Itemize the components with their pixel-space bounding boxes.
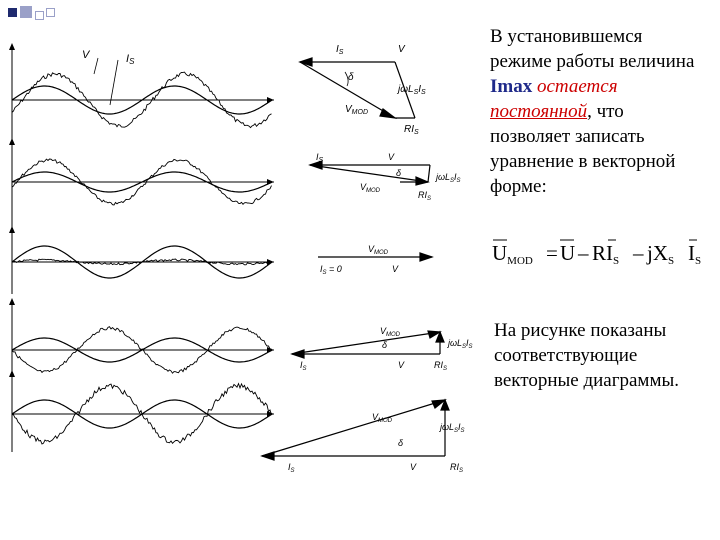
paragraph1-imax: Imax xyxy=(490,76,533,97)
waveform-plots xyxy=(9,43,274,452)
wave-axis-arrow xyxy=(267,259,274,265)
diag4-is: $I_S$ xyxy=(300,360,307,372)
wave-label-v: V xyxy=(82,49,90,61)
diag5-v: V xyxy=(410,462,417,472)
diag4-delta: δ xyxy=(382,340,388,350)
paragraph-vector-diagrams: На рисунке показаны соответствующие векторные диаграммы. xyxy=(494,320,679,391)
wave-axis-arrow xyxy=(9,298,15,305)
eq-ris: RIS xyxy=(592,241,620,267)
diag2-v: V xyxy=(388,152,395,162)
diag3-v: V xyxy=(392,264,399,274)
diag1-is: $I_S$ xyxy=(336,44,344,56)
diag5-vmod: $V_{MOD}$ xyxy=(372,412,393,424)
diag2-is: $I_S$ xyxy=(316,152,324,164)
paragraph1-ostaetsya: остается xyxy=(536,76,618,97)
diag2-vmod: $V_{MOD}$ xyxy=(360,182,381,194)
vector-equation xyxy=(492,232,712,272)
vector-diagram-4 xyxy=(292,331,444,358)
diag1-vmod: $V_{MOD}$ xyxy=(345,104,369,116)
diag3-vmod: $V_{MOD}$ xyxy=(368,244,389,256)
paragraph1-postoyannoy: постоянной xyxy=(490,101,588,122)
diag4-vmod: $V_{MOD}$ xyxy=(380,326,401,338)
diag2-jwl: $j\omega L_SI_S$ xyxy=(436,172,461,184)
diag3-is: $I_S = 0$ xyxy=(320,264,342,276)
wave-axis-arrow xyxy=(9,138,15,145)
eq-u: U xyxy=(560,241,576,265)
diag1-ri: $RI_S$ xyxy=(404,124,419,136)
paragraph-steady-state xyxy=(490,24,705,199)
eq-jxs: jXS xyxy=(647,241,675,267)
diag1-v: V xyxy=(398,44,405,55)
diag4-v: V xyxy=(398,360,405,370)
wave-axis-arrow xyxy=(9,370,15,377)
wave-axis-arrow xyxy=(9,43,15,50)
diag1-jwl: $j\omega L_SI_S$ xyxy=(398,84,426,96)
diag2-delta: δ xyxy=(396,168,402,178)
eq-minus-2: – xyxy=(633,241,644,265)
diag2-ri: $RI_S$ xyxy=(418,190,432,202)
vector-diagram-5 xyxy=(262,400,449,460)
eq-equals: = xyxy=(546,241,558,265)
waveform-labels xyxy=(82,49,135,105)
vector-diagram-2 xyxy=(310,161,430,185)
diag4-jwl: $j\omega L_SI_S$ xyxy=(448,338,473,350)
paragraph1-text-b: , что позволяет записать уравнение в векторной форме: xyxy=(490,101,676,197)
wave-axis-arrow xyxy=(9,226,15,233)
diag1-delta: δ xyxy=(348,72,354,83)
diag5-is: $I_S$ xyxy=(288,462,295,474)
eq-is: IS xyxy=(688,241,702,267)
eq-umod: UMOD xyxy=(492,241,533,267)
eq-minus-1: – xyxy=(578,241,589,265)
diag5-ri: $RI_S$ xyxy=(450,462,464,474)
diag4-ri: $RI_S$ xyxy=(434,360,448,372)
diag5-jwl: $j\omega L_SI_S$ xyxy=(440,422,465,434)
diag5-delta: δ xyxy=(398,438,404,448)
paragraph1-text-a: В установившемся режиме работы величина xyxy=(490,26,695,72)
wave-label-is: IS xyxy=(126,53,135,66)
